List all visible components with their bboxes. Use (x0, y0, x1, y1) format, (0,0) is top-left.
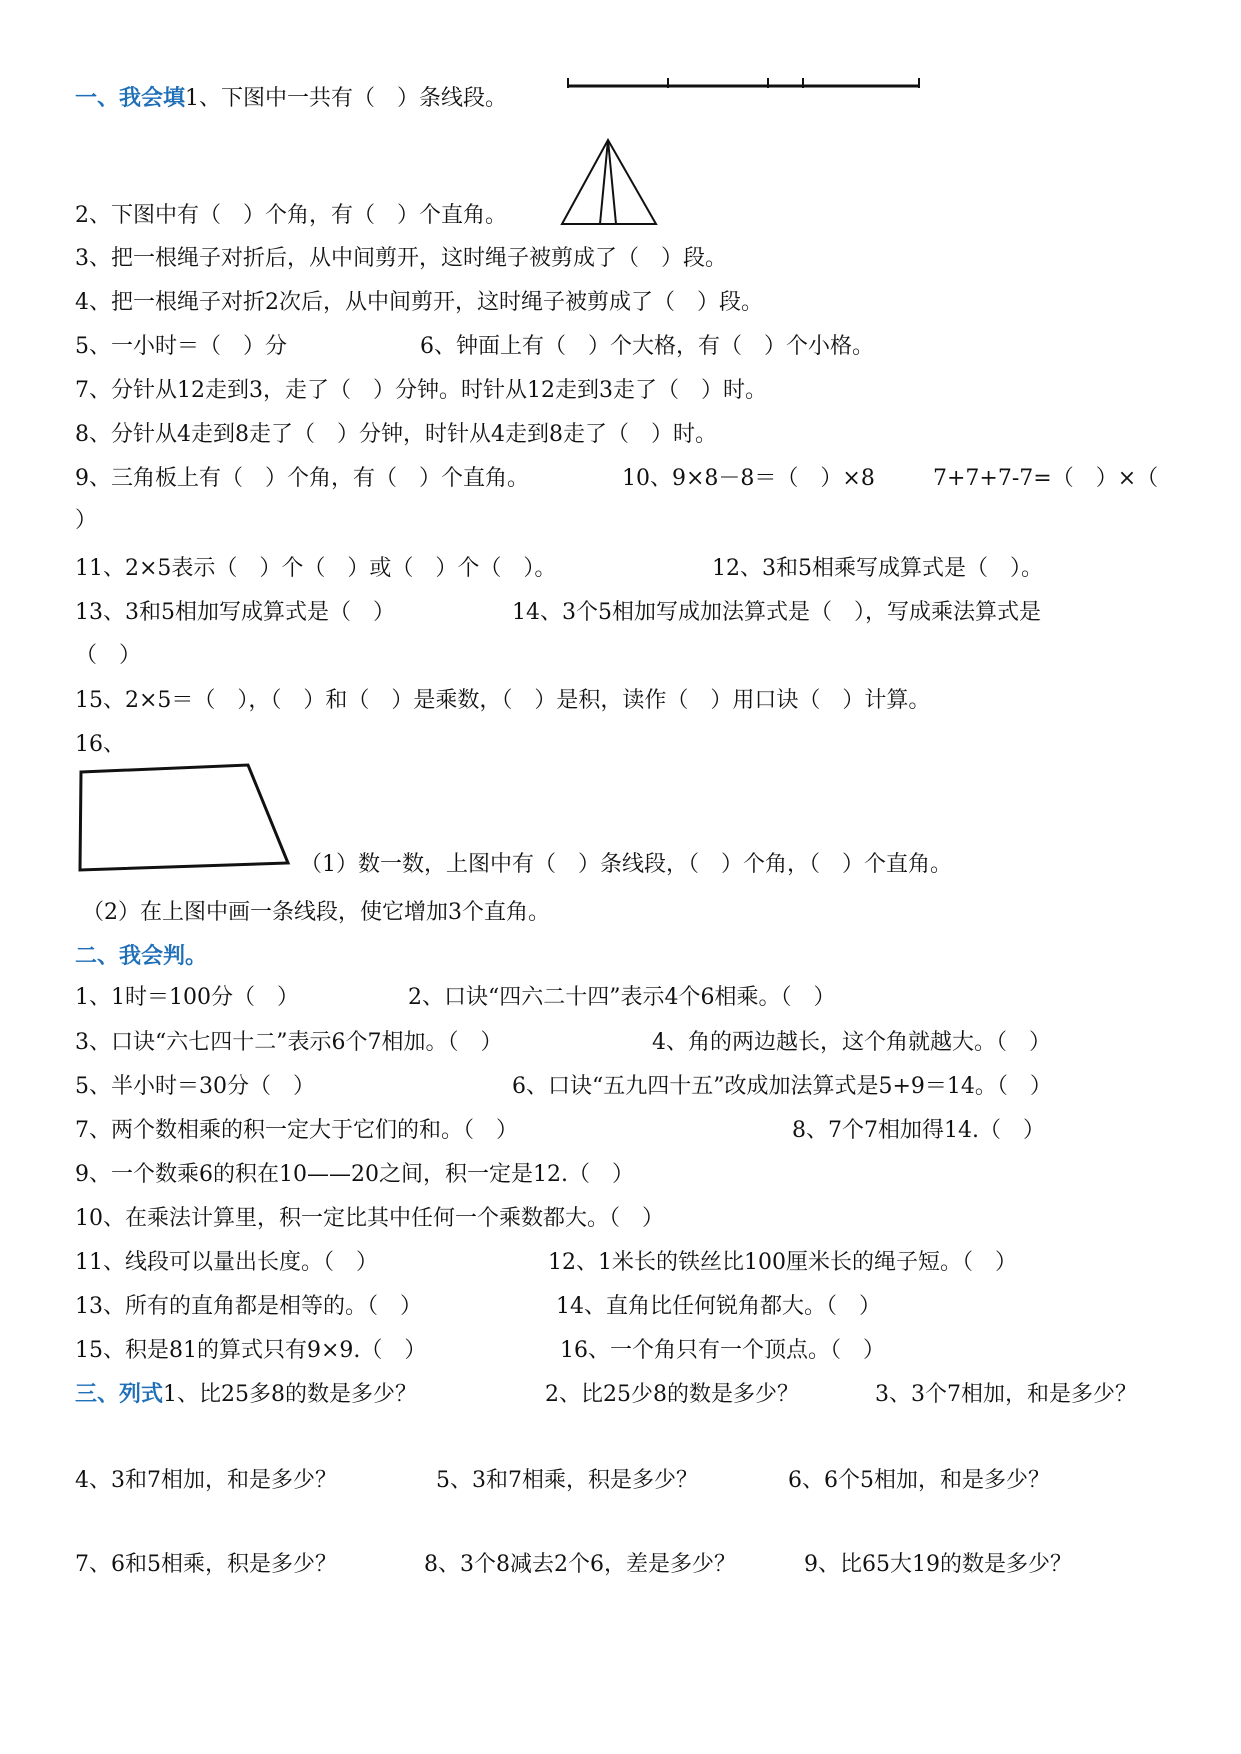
question-6: 6、钟面上有（ ）个大格，有（ ）个小格。 (420, 334, 874, 359)
list-5: 5、3和7相乘，积是多少？ (436, 1468, 698, 1493)
judge-15: 15、积是81的算式只有9×9.（ ） (75, 1338, 427, 1363)
question-13: 13、3和5相加写成算式是（ ） (75, 600, 395, 625)
question-4: 4、把一根绳子对折2次后，从中间剪开，这时绳子被剪成了（ ）段。 (75, 290, 763, 315)
section-3-heading: 三、列式 (75, 1382, 164, 1407)
question-7: 7、分针从12走到3，走了（ ）分钟。时针从12走到3走了（ ）时。 (75, 378, 767, 403)
list-9: 9、比65大19的数是多少？ (804, 1552, 1072, 1577)
question-8: 8、分针从4走到8走了（ ）分钟，时针从4走到8走了（ ）时。 (75, 422, 717, 447)
question-16-part-1: （1）数一数，上图中有（ ）条线段，（ ）个角，（ ）个直角。 (300, 852, 952, 877)
judge-2: 2、口诀“四六二十四”表示4个6相乘。（ ） (408, 985, 836, 1010)
question-10-continuation: ） (75, 508, 98, 533)
judge-5: 5、半小时＝30分（ ） (75, 1074, 315, 1099)
question-14: 14、3个5相加写成加法算式是（ ），写成乘法算式是 (512, 600, 1041, 625)
question-12: 12、3和5相乘写成算式是（ ）。 (712, 556, 1043, 581)
question-15: 15、2×5＝（ ），（ ）和（ ）是乘数，（ ）是积，读作（ ）用口诀（ ）计算。 (75, 688, 931, 713)
list-8: 8、3个8减去2个6，差是多少？ (424, 1552, 736, 1577)
line-segment-figure (565, 74, 925, 104)
question-10: 10、9×8－8＝（ ）×8 (622, 466, 875, 491)
question-5: 5、一小时＝（ ）分 (75, 334, 287, 359)
list-1-line (75, 1382, 417, 1408)
list-6: 6、6个5相加，和是多少？ (788, 1468, 1050, 1493)
question-2: 2、下图中有（ ）个角，有（ ）个直角。 (75, 203, 507, 228)
question-11: 11、2×5表示（ ）个（ ）或（ ）个（ ）。 (75, 556, 557, 581)
judge-9: 9、一个数乘6的积在10——20之间，积一定是12.（ ） (75, 1162, 634, 1187)
trapezoid-figure (76, 758, 296, 874)
question-16-part-2: （2）在上图中画一条线段，使它增加3个直角。 (82, 900, 550, 925)
judge-1: 1、1时＝100分（ ） (75, 985, 299, 1010)
question-1-line (75, 86, 507, 112)
section-2-heading: 二、我会判。 (75, 944, 208, 969)
judge-10: 10、在乘法计算里，积一定比其中任何一个乘数都大。（ ） (75, 1206, 664, 1231)
judge-16: 16、一个角只有一个顶点。（ ） (560, 1338, 885, 1363)
judge-3: 3、口诀“六七四十二”表示6个7相加。（ ） (75, 1030, 503, 1055)
judge-7: 7、两个数相乘的积一定大于它们的和。（ ） (75, 1118, 518, 1143)
list-1: 1、比25多8的数是多少？ (163, 1382, 418, 1407)
question-14-continuation: （ ） (75, 643, 142, 668)
list-7: 7、6和5相乘，积是多少？ (75, 1552, 337, 1577)
list-4: 4、3和7相加，和是多少？ (75, 1468, 337, 1493)
judge-14: 14、直角比任何锐角都大。（ ） (556, 1294, 881, 1319)
question-1: 1、下图中一共有（ ）条线段。 (185, 86, 508, 111)
question-10b: 7+7+7-7=（ ）×（ (933, 466, 1159, 491)
list-2: 2、比25少8的数是多少？ (545, 1382, 799, 1407)
section-1-heading: 一、我会填 (75, 86, 186, 111)
judge-13: 13、所有的直角都是相等的。（ ） (75, 1294, 422, 1319)
question-3: 3、把一根绳子对折后，从中间剪开，这时绳子被剪成了（ ）段。 (75, 246, 727, 271)
judge-8: 8、7个7相加得14.（ ） (792, 1118, 1045, 1143)
triangle-figure (558, 138, 660, 228)
question-16: 16、 (75, 732, 125, 757)
question-9: 9、三角板上有（ ）个角，有（ ）个直角。 (75, 466, 529, 491)
judge-11: 11、线段可以量出长度。（ ） (75, 1250, 378, 1275)
judge-4: 4、角的两边越长，这个角就越大。（ ） (652, 1030, 1051, 1055)
judge-12: 12、1米长的铁丝比100厘米长的绳子短。（ ） (548, 1250, 1017, 1275)
judge-6: 6、口诀“五九四十五”改成加法算式是5+9＝14。（ ） (512, 1074, 1052, 1099)
list-3: 3、3个7相加，和是多少？ (875, 1382, 1137, 1407)
